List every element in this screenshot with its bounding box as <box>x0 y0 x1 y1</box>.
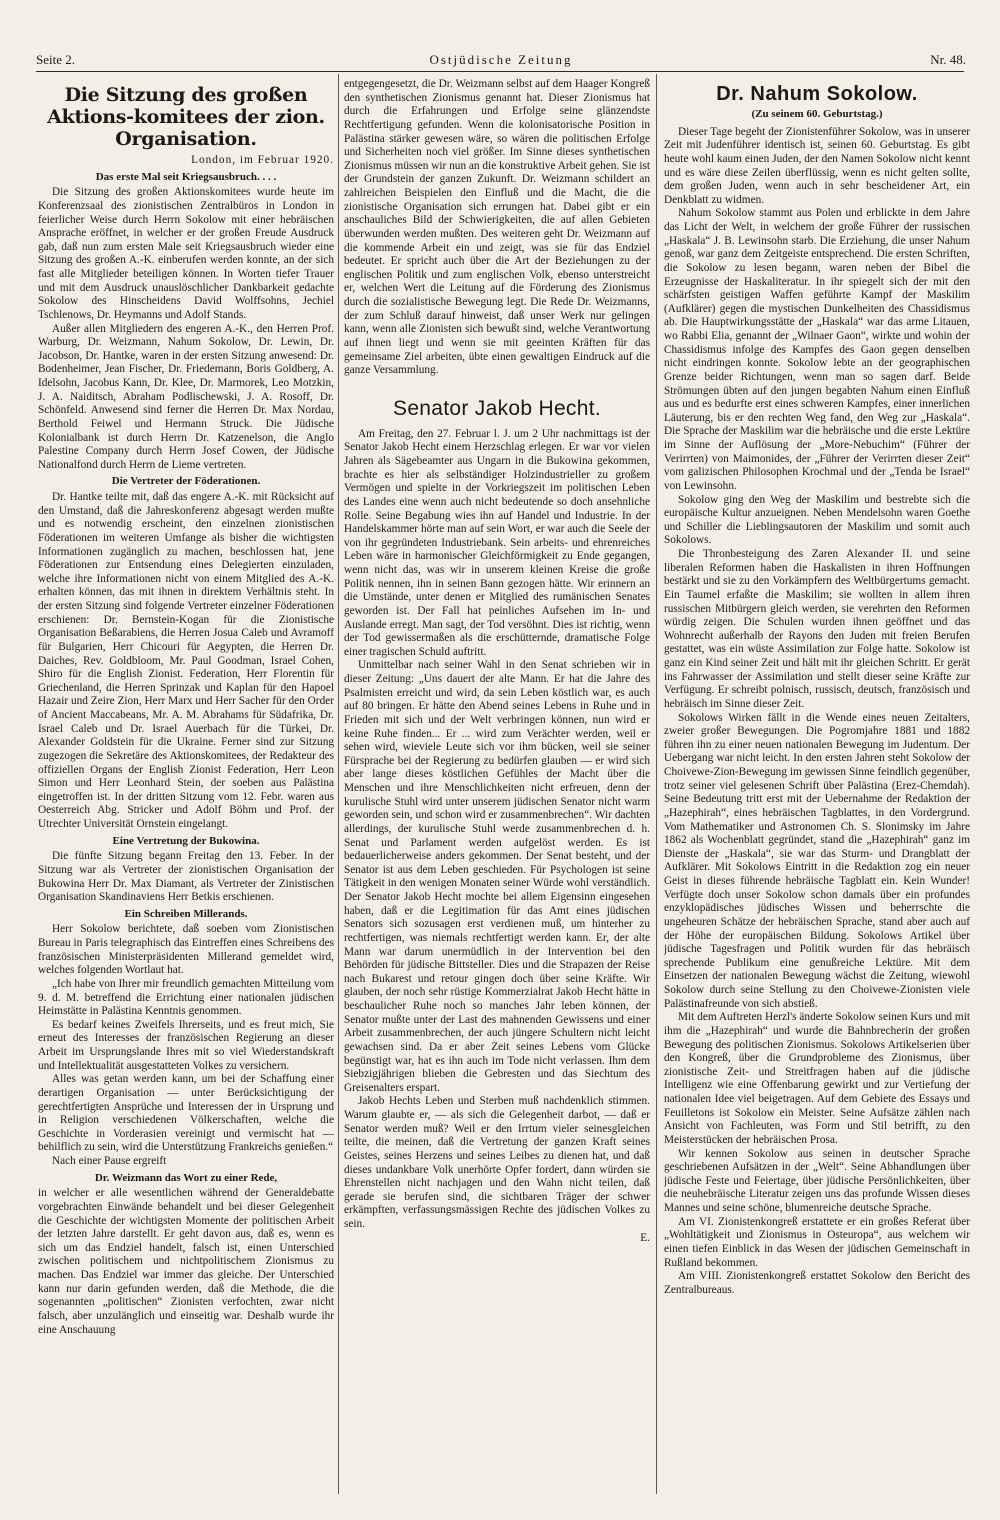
paragraph: Nach einer Pause ergreift <box>52 1155 167 1167</box>
paragraph: Die fünfte Sitzung begann Freitag den 13. Feber. In der Sitzung war als Vertreter der zionistischen Organisation der Bukowina Herr Dr. Max Diamant, als Vertreter der Zinistischen Organisation Skandinaviens Herr Betkis erschienen. <box>38 850 334 904</box>
header-rule <box>36 71 964 72</box>
author-signature: E. <box>640 1231 650 1244</box>
page-number: Seite 2. <box>36 52 75 67</box>
paragraph: Die Sitzung des großen Aktionskomitees wurde heute im Konferenzsaal des zionistischen Zentralbüros in London in feierlicher Weise durch Herrn Sokolow mit einer hebräischen Ansprache eröffnet, in welcher er der großen Freude Ausdruck gab, daß nun zum ersten Male seit Kriegsausbruch wieder eine Sitzung des großen A.-K. einberufen werden konnte, an der sich fast alle Mitglieder beteiligen können. In Worten tiefer Trauer und mit dem Ausdruck unauslöschlicher Dankbarkeit gedachte Sokolow des Hinscheidens David Wolffsohns, Jechiel Tschlenows, Dr. Heymanns und Adolf Stands. <box>38 186 334 321</box>
column-1 <box>38 78 334 1496</box>
paragraph: Wir kennen Sokolow aus seinen in deutscher Sprache geschriebenen Aufsätzen in der „Welt“. Seine Abhandlungen über jüdische Feste und Feiertage, über jüdische Persönlichkeiten, über die neuhebräische Literatur zeigen uns das profunde Wissen dieses Mannes und seine schöne, blumenreiche deutsche Sprache. <box>664 1147 970 1214</box>
paragraph: Jakob Hechts Leben und Sterben muß nachdenklich stimmen. Warum glaubte er, — als sich die Gelegenheit darbot, — daß er Senator werden muß? Weil er den Irrtum vieler seinesgleichen teilte, die meinen, daß die Vertretung der ganzen Kraft seines Geistes, seines Herzens und seines Leibes zu dienen hat, und daß dieses undankbare Volk unerhörte Opfer fordert, dann würden sie Ehrenstellen nicht nachjagen und den Wahn nicht teilen, daß gerade sie berufen sind, die sichtbaren Träger der schwer erkämpften, verfassungsmässigen Rechte des jüdischen Volkes zu sein. <box>344 1095 650 1230</box>
paragraph: Die Thronbesteigung des Zaren Alexander II. und seine liberalen Reformen haben die Haskalisten in ihren Hoffnungen bestärkt und sie zu den Vorkämpfern des Weltbürgertums gemacht. Ein Taumel erfaßte die Maskilim; sie wollten in allem ihren russischen Mitbürgern gleich werden, sie verehrten den Reformen würdig zeigen. Die Schulen wurden ihnen geöffnet und das Wohnrecht außerhalb der Rayons den Juden mit freien Berufen gestattet, was ein wüste Assimilation zur Folge hatte. Sokolow ist ganz ein Kind seiner Zeit und hält mit ihr gleichen Schritt. Er gerät ins Fahrwasser der Assimilation und stellt dieser seine Kräfte zur Verfügung. Er schreibt polnisch, russisch, deutsch, französisch und hebräisch im Sinne dieser Zeit. <box>664 548 970 710</box>
paragraph: Außer allen Mitgliedern des engeren A.-K., den Herren Prof. Warburg, Dr. Weizmann, Nahum Sokolow, Dr. Lewin, Dr. Jacobson, Dr. Hantke, waren in der ersten Sitzung anwesend: Dr. Bodenheimer, Jean Fischer, Dr. Friedemann, Boris Goldberg, A. Idelsohn, Jacobus Kann, Dr. Klee, Dr. Marmorek, Leo Motzkin, J. A. Naiditsch, Abraham Podlischewski, J. A. Rosoff, Dr. Schönfeld. Anwesend sind ferner die Herren Dr. Max Nordau, Berthold Feiwel und Hermann Struck. Die Jüdische Kolonialbank ist durch Herrn Dr. Katzenelson, die Anglo Palestine Company durch Herrn Josef Cowen, der Jüdische Nationalfond durch Herrn de Lieme vertreten. <box>38 322 334 471</box>
subheading-weizmann: Dr. Weizmann das Wort zu einer Rede, <box>94 1171 278 1184</box>
paragraph: Am VI. Zionistenkongreß erstattete er ein großes Referat über „Wohltätigkeit und Zionismus in Osteuropa“, aus welchem wir einen tiefen Einblick in das Wesen der jüdischen Gemeinschaft in Rußland bekommen. <box>664 1215 970 1269</box>
paragraph: Nahum Sokolow stammt aus Polen und erblickte in dem Jahre das Licht der Welt, in welchem der große Führer der russischen „Haskala“ J. B. Lewinsohn starb. Die Erziehung, die unser Nahum genoß, war ganz dem Zeitgeiste entsprechend. Die ersten Schriften, die Sokolow zu lesen begann, waren neben der Bibel die Erzeugnisse der Haskaliteratur. In ihr spiegelt sich der mit den schärfsten geistigen Waffen geführte Kampf der Maskilim (Aufklärer) gegen die mystischen Dunkelheiten des Chassidismus ab. Die Hauptwirkungsstätte der „Haskala“ war das arme Litauen, wo Rabbi Elia, genannt der „Wilnaer Gaon“, wirkte und wohin der Chassidismus infolge des Kampfes des Gaon gegen denselben nicht eindringen konnte. Sokolow lebte an der geographischen Grenze beider Richtungen, wenn man so sagen darf. Beide Strömungen übten auf den jungen begabten Nahum einen Einfluß aus und es bedurfte erst eines schweren Kampfes, einer innerlichen Läuterung, bis er den rechten Weg fand, den Weg zur „Haskala“. Die Sprache der Maskilim war die hebräische und die erste Lektüre im Sinne der Auflösung der „More-Nebuchim“ (Führer der Verirrten) von Maimonides, der „Führer der Verirrten dieser Zeit“ vom galizischen Philosophen Krochmal und der „Tenda be Israel“ von Lewinsohn. <box>664 207 970 492</box>
paragraph: Sokolow ging den Weg der Maskilim und bestrebte sich die europäische Kultur anzueignen. Neben Mendelsohn waren Goethe und Schiller die Lieblingsautoren der Maskilim und somit auch Sokolows. <box>664 493 970 547</box>
paragraph: entgegengesetzt, die Dr. Weizmann selbst auf dem Haager Kongreß den synthetischen Zionismus genannt hat. Dieser Zionismus hat durch die Erfahrungen und Erfolge seine glänzendste Rechtfertigung gefunden. Wenn die kolonisatorische Position in Palästina stärker gewesen wäre, so wären die politischen Erfolge und Sicherheiten noch viel größer. Im Sinne dieses synthetischen Zionismus müssen wir nun an die konstruktive Arbeit gehen. Sie ist der Grundstein der ganzen Zukunft. Dr. Weizmann schildert an zahlreichen Beispielen den Einfluß und die Macht, die die zionistische Organisation sich errungen hat. Dabei gibt er ein anschauliches Bild der Schwierigkeiten, die auf allen Gebieten überwunden werden mußten. Des weiteren geht Dr. Weizmann auf die kommende Arbeit ein und zeigt, was sie für das Endziel bedeutet. Er spricht auch über die Art der Beziehungen zu der englischen Politik und zum englischen Volk, ebenso unterstreicht er, welchen Wert die Leitung auf die Förderung des Zionismus durch die sozialistische Bewegung legt. Die Rede Dr. Weizmanns, der zum Schluß darauf hinweist, daß unser Werk nur gelingen kann, wenn alle Zionisten sich bewußt sind, welche Verantwortung auf ihnen liegt und wenn sie mit geeinten Kräften für das gemeinsame Ziel arbeiten, übte einen gewaltigen Eindruck auf die ganze Versammlung. <box>344 78 650 377</box>
paragraph: Am VIII. Zionistenkongreß erstattet Sokolow den Bericht des Zentralbureaus. <box>664 1270 970 1296</box>
subheading-kriegsausbruch: Das erste Mal seit Kriegsausbruch. . . . <box>95 170 277 183</box>
article-title-sokolow: Dr. Nahum Sokolow. <box>716 83 918 105</box>
paragraph: Sokolows Wirken fällt in die Wende eines neuen Zeitalters, zweier großer Bewegungen. Die Pogromjahre 1881 und 1882 führen ihn zu einer neuen nationalen Bewegung im Judentum. Der Uebergang war nicht leicht. In den ersten Jahren steht Sokolow der Choivewe-Zion-Bewegung im gewissen Sinne feindlich gegenüber, trotz seiner viel gelesenen Schrift über Palästina (Erez-Chemdah). Seine Bedeutung tritt erst mit der Uebernahme der Redaktion der „Hazephirah“, eines hebräischen Tagblattes, in den Vordergrund. Vom Mathematiker und Astronomen Ch. S. Slonimsky im Jahre 1862 als Wochenblatt gegründet, stand die „Hazephirah“ ganz im Dienste der „Haskala“, sie war das Sturm- und Drangblatt der Aufklärer. Mit Sokolows Eintritt in die Redaktion zog ein neuer Geist in dieses führende hebräische Tagblatt ein. Kein Wunder! Verfügte doch unser Sokolow schon damals über ein profundes enzyklopädisches jüdisches Wissen und beherrschte die ungeheuren Schätze der hebräischen Sprache, stand aber auch auf der Höhe der europäischen Bildung. Sokolows Artikel über jüdische Tagesfragen und Politik wurden für das hebräisch sprechende Publikum eine genußreiche Lektüre. Mit dem Einsetzen der nationalen Bewegung wächst die Zeitung, wiewohl Sokolow durch seine Stellung zu den Choivewe-Zionisten viele Palästinafreunde von sich abstieß. <box>664 711 970 1010</box>
paragraph: Am Freitag, den 27. Februar l. J. um 2 Uhr nachmittags ist der Senator Jakob Hecht einem Herzschlag erlegen. Er war vor vielen Jahren als Sägebeamter aus Ungarn in die Bukowina gekommen, brachte es hier als selbständiger Holzindustrieller zu großem Vermögen und spielte in der Vorkriegszeit im politischen Leben des Landes eine wenn auch nicht bedeutende so doch ansehnliche Rolle. Seine Begabung wies ihn auf Handel und Industrie. In der Handelskammer hörte man auf sein Wort, er war auch die Seele der von ihr gegründeten Industriebank. Sein arbeits- und ehrenreiches Leben wäre in harmonischer Gleichförmigkeit zu Ende gegangen, wenn nicht das, was wir in unserem kleinen Kreise die große Politik nennen, ihn in seinen Bann gezogen hätte. Wir erinnern an die Umstände, unter denen er Mitglied des rumänischen Senates geworden ist. Der Fall hat peinliches Aufsehen im In- und Auslande erregt. Man sagt, der Tod versöhnt. Dies ist richtig, wenn der Tod gewissermaßen als die erschütternde, dramatische Folge einer tragischen Schuld auftritt. <box>344 427 650 658</box>
column-divider-1 <box>338 74 339 1494</box>
column-3 <box>664 78 970 1496</box>
article-title-sitzung: Die Sitzung des großen Aktions-komitees der zion. Organisation. <box>47 84 325 150</box>
paragraph: „Ich habe von Ihrer mir freundlich gemachten Mitteilung vom 9. d. M. betreffend die Errichtung einer nationalen jüdischen Heimstätte in Palästina Kenntnis genommen. <box>38 977 334 1018</box>
paragraph: Dieser Tage begeht der Zionistenführer Sokolow, was in unserer Zeit mit Judenführer identisch ist, seinen 60. Geburtstag. Es gibt heute wohl kaum einen Juden, der den Namen Sokolow nicht kennt und es wäre diese Zeilen überflüssig, wenn es nicht gelten sollte, dem großen Juden, wenn auch in sehr bescheidener Art, ein Denkblatt zu widmen. <box>664 125 970 206</box>
subheading-bukowina: Eine Vertretung der Bukowina. <box>112 834 260 847</box>
article-title-hecht: Senator Jakob Hecht. <box>393 396 601 420</box>
paragraph: Dr. Hantke teilte mit, daß das engere A.-K. mit Rücksicht auf den Umstand, daß die Jahreskonferenz abgesagt werden mußte und es notwendig erscheint, den einzelnen zionistischen Föderationen im weiteren Umfange als bisher die wichtigsten Informationen zugänglich zu machen, beschlossen hat, jene Föderationen zur Entsendung eines Delegierten einzuladen, welche ihre Informationen nicht von einem Mitglied des A.-K. erhalten können, das mit ihnen in direktem Verhältnis steht. In der ersten Sitzung sind folgende Vertreter einzelner Föderationen erschienen: Dr. Bernstein-Kogan für die Zionistische Organisation Beßarabiens, die Herren Josua Caleb und Avramoff für Bulgarien, Herr Chicouri für Aegypten, die Herren Dr. Daiches, Rev. Goldbloom, Mr. Paul Goodman, Israel Cohen, Shiro für die English Zionist. Federation, Herr Florentin für Griechenland, die Herren Sprinzak und Kaplan für den Hapoel Hazair und Zeire Zion, Herr Marx und Herr Sacher für den Order of Ancient Maccabeans, Mr. A. M. Abrahams für Südafrika, Dr. Israel Caleb und Dr. Israel Auerbach für die Türkei, Dr. Alexander Goldstein für die Ukraine. Ferner sind zur Sitzung zugezogen die Sekretäre des Aktionskomitees, der Redakteur des offiziellen Organs der English Zionist Federation, Herr Leon Simon und Herr Leonhard Stein, der soeben aus Palästina eingetroffen ist. In der dritten Sitzung vom 12. Febr. waren aus Oesterreich Abg. Stricker und Adolf Böhm und Prof. der Utrechter Universität Ornstein eingelangt. <box>38 491 334 830</box>
newspaper-name: Ostjüdische Zeitung <box>429 52 573 67</box>
paragraph: Alles was getan werden kann, um bei der Schaffung einer derartigen Organisation — unter Berücksichtigung der gerechtfertigten Ansprüche und Interessen der in Ursprung und in Religion verschiedenen Völkerschaften, welche die Geschichte in Vorderasien vereinigt und vermischt hat — behilflich zu sein, wird die Unterstützung Frankreichs genießen.“ <box>38 1073 334 1154</box>
running-head <box>36 52 966 70</box>
column-divider-2 <box>656 74 657 1494</box>
paragraph: Unmittelbar nach seiner Wahl in den Senat schrieben wir in dieser Zeitung: „Uns dauert der alte Mann. Er hat die Jahre des Psalmisten erreicht und wird, da sein Leben köstlich war, es auch auf 80 bringen. Er hätte den Abend seines Lebens in Ruhe und in Frieden mit sich und der Welt verbringen können, nun wird er keine Ruhe finden... Er ... wird zum Verächter werden, weil er sehen wird, wieviele Leute sich vor ihm bücken, weil sie seiner Fürsprache bei der Regierung zu bedürfen glauben — er wird sich aber lange dieses köstlichen Gefühles der Macht über die Menschen und ihre Menschlichkeiten nicht erfreuen, denn der kurulische Stuhl wird unter unserem jüdischen Senator nicht warm geworden sein, und schon wird er zusammenbrechen“. Wir dachten allerdings, der kurulische Stuhl werde zusammenbrechen d. h. Senat und Parlament werden aufgelöst werden. Es ist bedauerlicherweise anders gekommen. Der Senat besteht, und der Senator ist aus dem Leben geschieden. Für Psychologen ist seine Tätigkeit in den wenigen Monaten seiner Würde wohl verständlich. Der Senator Jakob Hecht mochte bei allem Eigensinn eingesehen haben, daß er die Legitimation für das Amt eines jüdischen Senators sich sozusagen erst verdienen muß, um hinterher zu rechtfertigen, was niemals rechtfertigt werden kann. Er, der alte Mann war darum unermüdlich in der Intervention bei den Behörden für jüdische Bittsteller. Dies und die Strapazen der Reise nach Bukarest und retour gingen doch über seine Kräfte. Wir glauben, der noch sehr rüstige Kommerzialrat Jakob Hecht hätte in beschaulicher Ruhe noch so manches Jahr leben können, der Senator mußte unter der Last des mahnenden Gewissens und einer Arbeit zusammenbrechen, der auch jüngere Schultern nicht leicht gewachsen sind. Da er aber Zeit seines Lebens vom Glücke begünstigt war, hat es ihn auch im Tode nicht verlassen. Ihm dem Siebzigjährigen blieben die Gebresten und das Siechtum des Greisenalters erspart. <box>344 659 650 1094</box>
dateline: London, im Februar 1920. <box>191 154 334 166</box>
subheading-millerand: Ein Schreiben Millerands. <box>124 907 248 920</box>
paragraph: in welcher er alle wesentlichen während der Generaldebatte vorgebrachten Einwände behandelt und bei dieser Gelegenheit die Geschichte der wichtigsten Momente der politischen Arbeit der letzten Jahre darstellt. Er geht davon aus, daß es, wenn es sich um das Endziel handelt, falsch ist, einen Unterschied zwischen politischem und nichtpolitischem Zionismus zu machen. Das Endziel war immer das gleiche. Der Unterschied kann nur darin gefunden werden, daß die Methode, die die sogenannten „politischen“ Zionisten verfochten, zwar nicht falsch, aber unzulänglich und einseitig war. Deshalb wurde ihr eine Anschauung <box>38 1187 334 1336</box>
issue-number: Nr. 48. <box>930 52 966 67</box>
paragraph: Herr Sokolow berichtete, daß soeben vom Zionistischen Bureau in Paris telegraphisch das Eintreffen eines Schreibens des französischen Ministerpräsidenten Millerand gemeldet wird, welches folgenden Wortlaut hat. <box>38 923 334 977</box>
subheading-foederationen: Die Vertreter der Föderationen. <box>111 475 261 488</box>
article-subtitle-sokolow: (Zu seinem 60. Geburtstag.) <box>751 108 883 120</box>
paragraph: Es bedarf keines Zweifels Ihrerseits, und es freut mich, Sie erneut des Interesses der französischen Regierung an dieser Arbeit im Ursprungslande Ihres mit so viel Wiederstandskraft und Intellektualität ausgestatteten Volkes zu versichern. <box>38 1018 334 1072</box>
paragraph: Mit dem Auftreten Herzl's änderte Sokolow seinen Kurs und mit ihm die „Hazephirah“ und wurde die Bahnbrecherin der großen Bewegung des politischen Zionismus. Sokolows Artikelserien über den Kongreß, über die Grundprobleme des Zionismus, über zionistische Zeit- und Streitfragen haben auf die jüdische Intelligenz wie eine Offenbarung gewirkt und zur Vertiefung der nationalen Idee viel beigetragen. Auf dem Gebiete des Essays und Feuilletons ist Sokolow ein Meister. Seine Aufsätze zählen nach Ansicht von Fachleuten, was Form und Stil betrifft, zu den Meisterstücken der hebräischen Prosa. <box>664 1011 970 1146</box>
column-2 <box>344 78 650 1496</box>
